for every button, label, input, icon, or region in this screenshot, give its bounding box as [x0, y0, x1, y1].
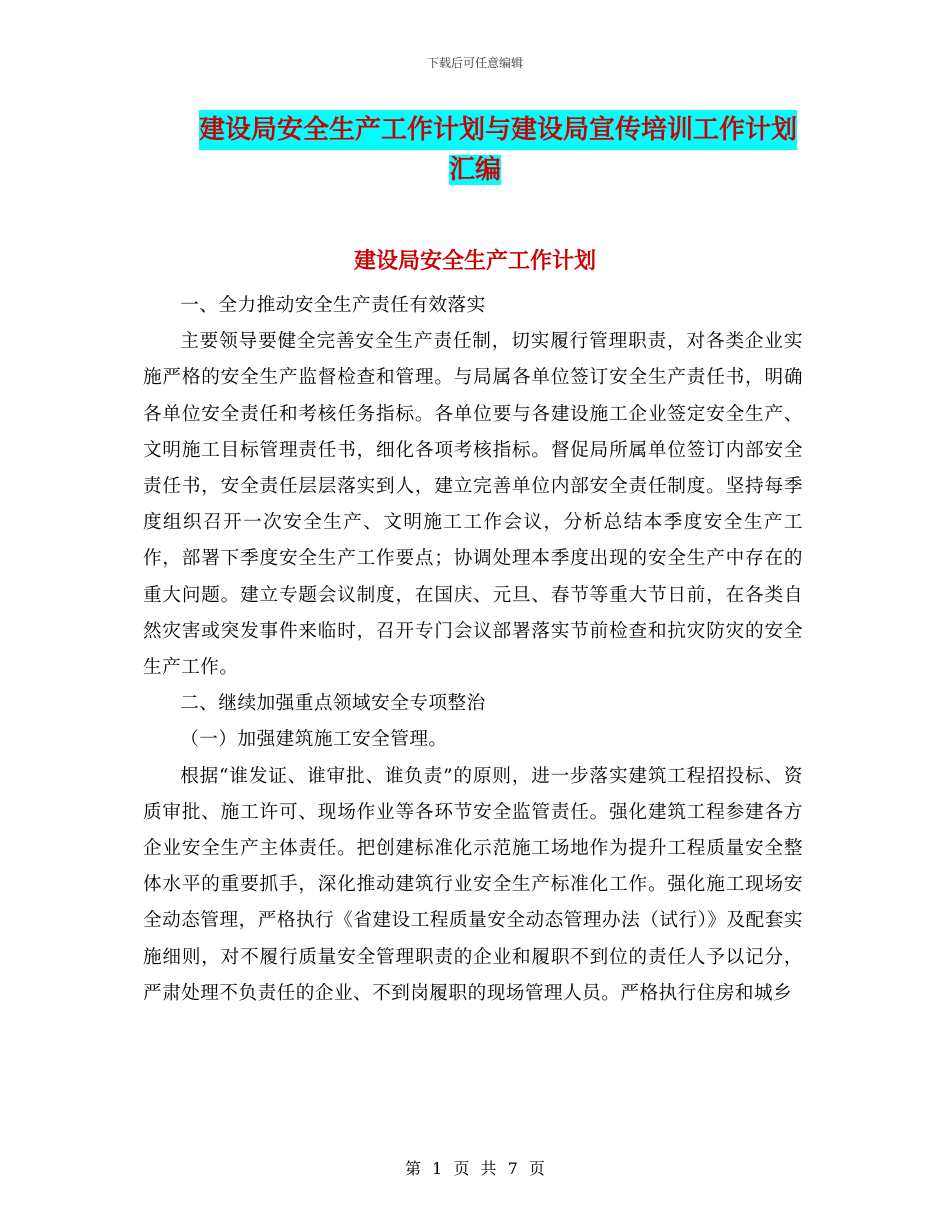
document-title-line-2: 汇编	[448, 155, 501, 185]
heading-2: 二、继续加强重点领域安全专项整治	[180, 693, 486, 715]
document-title-line-1: 建设局安全生产工作计划与建设局宣传培训工作计划	[199, 110, 797, 150]
body-text	[143, 288, 803, 1012]
page-footer: 第 1 页 共 7 页	[405, 1159, 545, 1178]
paragraph-1: 主要领导要健全完善安全生产责任制，切实履行管理职责，对各类企业实施严格的安全生产监督检查和管理。与局属各单位签订安全生产责任书，明确各单位安全责任和考核任务指标。各单位要与各建设施工企业签定安全生产、文明施工目标管理责任书，细化各项考核指标。督促局所属单位签订内部安全责任书，安全责任层层落实到人，建立完善单位内部安全责任制度。坚持每季度组织召开一次安全生产、文明施工工作会议，分析总结本季度安全生产工作，部署下季度安全生产工作要点；协调处理本季度出现的安全生产中存在的重大问题。建立专题会议制度，在国庆、元旦、春节等重大节日前，在各类自然灾害或突发事件来临时，召开专门会议部署落实节前检查和抗灾防灾的安全生产工作。	[143, 331, 803, 679]
header-note: 下载后可任意编辑	[426, 56, 523, 70]
document-title	[0, 110, 950, 190]
subheading-1: （一）加强建筑施工安全管理。	[180, 729, 448, 751]
section-title: 建设局安全生产工作计划	[353, 249, 596, 274]
paragraph-2: 根据“谁发证、谁审批、谁负责”的原则，进一步落实建筑工程招投标、资质审批、施工许可、现场作业等各环节安全监管责任。强化建筑工程参建各方企业安全生产主体责任。把创建标准化示范施工场地作为提升工程质量安全整体水平的重要抓手，深化推动建筑行业安全生产标准化工作。强化施工现场安全动态管理，严格执行《省建设工程质量安全动态管理办法（试行）》及配套实施细则，对不履行质量安全管理职责的企业和履职不到位的责任人予以记分，严肃处理不负责任的企业、不到岗履职的现场管理人员。严格执行住房和城乡	[143, 765, 803, 1004]
heading-1: 一、全力推动安全生产责任有效落实	[180, 295, 486, 316]
